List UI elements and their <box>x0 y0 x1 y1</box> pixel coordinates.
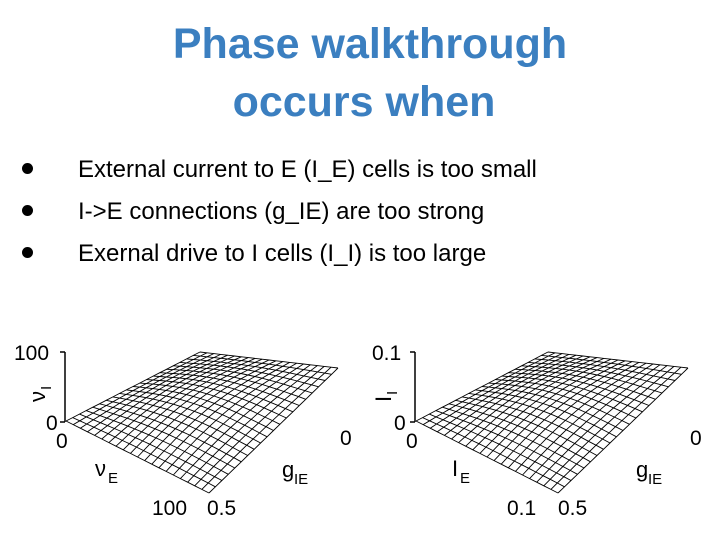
svg-text:I: I <box>38 385 55 390</box>
mesh-line <box>195 366 325 485</box>
mesh-line <box>515 363 646 471</box>
right-z-axis-label <box>371 391 401 402</box>
right-x-far-tick-label: 0.1 <box>507 497 537 520</box>
right-x-near-tick-label: 0 <box>406 430 418 453</box>
left-y-far-tick-label: 0.5 <box>207 497 237 520</box>
right-y-far-tick-label: 0.5 <box>558 497 588 520</box>
slide-title-line2: occurs when <box>232 78 496 126</box>
mesh-line <box>429 414 571 480</box>
svg-text:ν: ν <box>25 391 50 402</box>
right-x-axis-label <box>452 456 470 487</box>
bullet-text: Exernal drive to I cells (I_I) is too large <box>78 240 487 267</box>
mesh-line <box>188 366 318 483</box>
right-z-bottom-tick-label: 0 <box>394 412 406 435</box>
right-z-top-tick-label: 0.1 <box>372 342 402 365</box>
left-z-axis-label <box>25 386 55 402</box>
mesh-line <box>100 404 242 462</box>
left-x-axis-label <box>95 456 118 487</box>
right-y-near-tick-label: 0 <box>690 427 702 450</box>
svg-text:g: g <box>282 457 295 482</box>
svg-text:E: E <box>108 470 119 487</box>
slide-title-line1: Phase walkthrough <box>172 20 568 68</box>
left-surface-plot <box>14 342 352 520</box>
left-z-bottom-tick-label: 0 <box>46 412 58 435</box>
svg-text:IE: IE <box>294 471 309 488</box>
mesh-line <box>544 366 674 485</box>
mesh-line <box>449 404 591 462</box>
left-x-near-tick-label: 0 <box>56 430 68 453</box>
right-y-axis-label <box>636 457 662 488</box>
svg-text:I: I <box>384 390 401 395</box>
left-y-axis-label <box>282 457 308 488</box>
svg-text:E: E <box>460 470 471 487</box>
svg-text:g: g <box>636 457 649 482</box>
svg-text:IE: IE <box>648 471 663 488</box>
left-y-near-tick-label: 0 <box>340 427 352 450</box>
right-surface-plot <box>371 342 702 520</box>
bullet-text: I->E connections (g_IE) are too strong <box>78 198 485 225</box>
svg-text:I: I <box>371 395 396 402</box>
mesh-line <box>80 354 214 429</box>
svg-text:I: I <box>452 456 459 481</box>
mesh-line <box>86 411 228 475</box>
left-x-far-tick-label: 100 <box>152 497 188 520</box>
left-z-top-tick-label: 100 <box>14 342 50 365</box>
svg-text:ν: ν <box>95 456 106 481</box>
bullet-text: External current to E (I_E) cells is too small <box>78 156 537 183</box>
mesh-line <box>430 354 562 429</box>
